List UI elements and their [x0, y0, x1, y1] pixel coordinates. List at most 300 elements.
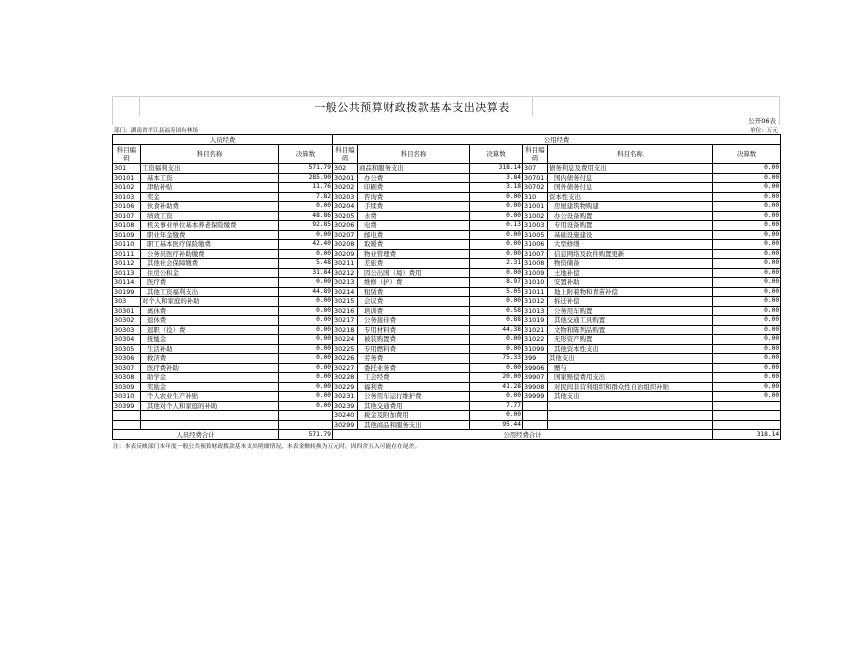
row-code: 30208 — [333, 240, 358, 250]
row-name — [548, 401, 713, 411]
row-code: 30110 — [113, 240, 141, 250]
row-amount: 571.79 — [279, 164, 333, 174]
row-amount: 0.00 — [470, 249, 523, 259]
row-code: 39907 — [523, 373, 548, 383]
row-name: 办公费 — [358, 173, 470, 183]
row-code — [113, 420, 141, 430]
row-amount: 0.00 — [713, 240, 781, 250]
row-code: 30225 — [333, 344, 358, 354]
row-amount: 5.48 — [279, 259, 333, 269]
row-code: 30215 — [333, 297, 358, 307]
table-row — [113, 230, 781, 240]
row-code: 31001 — [523, 202, 548, 212]
row-name: 债务利息及费用支出 — [548, 164, 713, 174]
row-amount: 0.00 — [713, 306, 781, 316]
row-amount — [713, 401, 781, 411]
row-code: 30239 — [333, 401, 358, 411]
row-code: 30309 — [113, 382, 141, 392]
row-code: 30201 — [333, 173, 358, 183]
row-code — [523, 420, 548, 430]
unit-label: 单位：万元 — [750, 128, 778, 134]
row-code: 30303 — [113, 325, 141, 335]
row-amount — [713, 411, 781, 421]
table-row — [113, 259, 781, 269]
row-code: 30112 — [113, 259, 141, 269]
row-name: 医疗费补助 — [141, 363, 279, 373]
table-row — [113, 297, 781, 307]
row-amount: 31.84 — [279, 268, 333, 278]
row-amount: 0.00 — [470, 335, 523, 345]
public-total-amount: 318.14 — [713, 430, 781, 440]
row-name: 其他社会保障缴费 — [141, 259, 279, 269]
row-amount: 7.82 — [279, 192, 333, 202]
row-code: 39908 — [523, 382, 548, 392]
row-name: 会议费 — [358, 297, 470, 307]
row-name: 津贴补贴 — [141, 183, 279, 193]
row-name: 工资福利支出 — [141, 164, 279, 174]
row-code: 30310 — [113, 392, 141, 402]
row-amount: 0.00 — [279, 382, 333, 392]
row-code: 31099 — [523, 344, 548, 354]
col-code: 科目编码 — [333, 145, 358, 164]
row-name: 职业年金缴费 — [141, 230, 279, 240]
row-amount: 3.18 — [470, 183, 523, 193]
row-name — [141, 411, 279, 421]
column-header-row — [113, 145, 781, 164]
row-amount: 7.77 — [470, 401, 523, 411]
public-total-label: 公用经费合计 — [333, 430, 713, 440]
row-amount: 0.00 — [470, 297, 523, 307]
row-name: 赠与 — [548, 363, 713, 373]
row-name — [548, 411, 713, 421]
row-amount: 0.00 — [279, 354, 333, 364]
row-amount: 44.38 — [470, 325, 523, 335]
row-amount: 0.00 — [713, 249, 781, 259]
row-code: 30106 — [113, 202, 141, 212]
row-name: 国内债务付息 — [548, 173, 713, 183]
row-code: 30302 — [113, 316, 141, 326]
row-amount: 3.84 — [470, 173, 523, 183]
row-amount: 0.00 — [279, 249, 333, 259]
col-name: 科目名称 — [548, 145, 713, 164]
expenditure-table — [112, 134, 781, 440]
row-code: 30211 — [333, 259, 358, 269]
row-amount: 0.00 — [470, 411, 523, 421]
row-name: 生活补助 — [141, 344, 279, 354]
row-amount: 0.00 — [279, 297, 333, 307]
row-amount: 44.89 — [279, 287, 333, 297]
row-name: 助学金 — [141, 373, 279, 383]
row-code: 30203 — [333, 192, 358, 202]
row-name: 对民间非营利组织和群众性自治组织补贴 — [548, 382, 713, 392]
row-name: 电费 — [358, 221, 470, 231]
row-amount: 0.00 — [713, 287, 781, 297]
row-code: 310 — [523, 192, 548, 202]
row-amount: 0.00 — [470, 363, 523, 373]
row-name: 维修（护）费 — [358, 278, 470, 288]
table-row — [113, 363, 781, 373]
table-row — [113, 382, 781, 392]
row-code: 30109 — [113, 230, 141, 240]
table-code-line — [112, 116, 780, 125]
row-amount: 92.85 — [279, 221, 333, 231]
table-row — [113, 173, 781, 183]
report-title: 一般公共预算财政拨款基本支出决算表 — [314, 101, 510, 114]
table-row — [113, 316, 781, 326]
row-amount: 0.00 — [279, 363, 333, 373]
row-amount: 0.00 — [713, 211, 781, 221]
table-row — [113, 268, 781, 278]
row-name: 物业管理费 — [358, 249, 470, 259]
row-amount: 41.28 — [470, 382, 523, 392]
row-name: 其他资本性支出 — [548, 344, 713, 354]
row-code: 301 — [113, 164, 141, 174]
row-code: 30308 — [113, 373, 141, 383]
row-amount: 0.00 — [713, 173, 781, 183]
row-amount: 0.00 — [713, 354, 781, 364]
section-header-row — [113, 135, 781, 145]
row-amount: 20.00 — [470, 373, 523, 383]
row-amount: 2.31 — [470, 259, 523, 269]
row-name: 因公出国（境）费用 — [358, 268, 470, 278]
row-code: 303 — [113, 297, 141, 307]
table-row — [113, 392, 781, 402]
row-amount: 5.05 — [470, 287, 523, 297]
row-name: 资本性支出 — [548, 192, 713, 202]
row-name: 住房公积金 — [141, 268, 279, 278]
row-code: 30205 — [333, 211, 358, 221]
row-name: 其他对个人和家庭的补助 — [141, 401, 279, 411]
row-amount: 0.00 — [713, 164, 781, 174]
row-amount: 0.00 — [470, 202, 523, 212]
row-amount: 0.00 — [470, 392, 523, 402]
table-row — [113, 249, 781, 259]
row-code: 30229 — [333, 382, 358, 392]
row-amount: 0.00 — [713, 268, 781, 278]
row-name: 其他商品和服务支出 — [358, 420, 470, 430]
row-code: 399 — [523, 354, 548, 364]
row-name: 对个人和家庭的补助 — [141, 297, 279, 307]
table-row — [113, 344, 781, 354]
row-name: 退职（役）费 — [141, 325, 279, 335]
table-row — [113, 192, 781, 202]
row-code: 302 — [333, 164, 358, 174]
row-amount: 8.97 — [470, 278, 523, 288]
row-name: 救济费 — [141, 354, 279, 364]
row-code: 39906 — [523, 363, 548, 373]
row-name: 水费 — [358, 211, 470, 221]
row-name: 办公设备购置 — [548, 211, 713, 221]
row-amount: 0.00 — [279, 202, 333, 212]
row-name: 专用设备购置 — [548, 221, 713, 231]
row-amount: 0.00 — [279, 401, 333, 411]
row-code: 31006 — [523, 240, 548, 250]
meta-line — [112, 125, 780, 134]
department-label: 部门：湖南省平江县福寿国有林场 — [114, 128, 198, 134]
row-code: 30218 — [333, 325, 358, 335]
row-name: 商品和服务支出 — [358, 164, 470, 174]
table-row — [113, 164, 781, 174]
row-amount: 0.00 — [713, 202, 781, 212]
col-code: 科目编码 — [523, 145, 548, 164]
row-amount: 0.00 — [470, 230, 523, 240]
row-name: 其他支出 — [548, 354, 713, 364]
row-name: 无形资产购置 — [548, 335, 713, 345]
row-name: 安置补助 — [548, 278, 713, 288]
col-amount: 决算数 — [279, 145, 333, 164]
row-code: 30114 — [113, 278, 141, 288]
row-name: 公务接待费 — [358, 316, 470, 326]
row-name: 培训费 — [358, 306, 470, 316]
row-code: 30199 — [113, 287, 141, 297]
row-amount: 0.58 — [470, 306, 523, 316]
row-name: 公务员医疗补助缴费 — [141, 249, 279, 259]
row-name — [548, 420, 713, 430]
row-code: 30216 — [333, 306, 358, 316]
table-row — [113, 325, 781, 335]
row-amount: 0.00 — [279, 344, 333, 354]
section-public: 公用经费 — [333, 135, 781, 145]
row-name: 取暖费 — [358, 240, 470, 250]
row-amount: 48.86 — [279, 211, 333, 221]
row-amount: 0.00 — [470, 211, 523, 221]
row-amount: 0.00 — [713, 297, 781, 307]
table-code: 公开06表 — [748, 117, 776, 125]
row-code: 30111 — [113, 249, 141, 259]
row-name: 土地补偿 — [548, 268, 713, 278]
row-code: 31019 — [523, 316, 548, 326]
row-amount: 42.40 — [279, 240, 333, 250]
row-amount: 0.00 — [279, 306, 333, 316]
row-amount: 0.00 — [713, 335, 781, 345]
row-code: 30209 — [333, 249, 358, 259]
table-row — [113, 373, 781, 383]
row-name: 绩效工资 — [141, 211, 279, 221]
row-name: 大型修缮 — [548, 240, 713, 250]
table-body — [113, 135, 781, 440]
row-name: 个人农业生产补贴 — [141, 392, 279, 402]
row-amount: 0.88 — [470, 316, 523, 326]
row-amount: 0.00 — [279, 316, 333, 326]
row-amount: 11.76 — [279, 183, 333, 193]
row-amount: 0.00 — [713, 316, 781, 326]
row-name: 其他支出 — [548, 392, 713, 402]
row-name: 国外债务付息 — [548, 183, 713, 193]
row-amount: 0.00 — [713, 183, 781, 193]
row-name: 机关事业单位基本养老保险缴费 — [141, 221, 279, 231]
row-code: 31002 — [523, 211, 548, 221]
row-code — [523, 401, 548, 411]
row-name: 税金及附加费用 — [358, 411, 470, 421]
row-amount: 0.00 — [470, 192, 523, 202]
col-name: 科目名称 — [358, 145, 470, 164]
row-amount: 75.33 — [470, 354, 523, 364]
row-amount — [279, 420, 333, 430]
row-name: 基本工资 — [141, 173, 279, 183]
row-amount: 95.44 — [470, 420, 523, 430]
table-row — [113, 240, 781, 250]
row-code: 31012 — [523, 297, 548, 307]
row-code: 30231 — [333, 392, 358, 402]
row-name: 差旅费 — [358, 259, 470, 269]
row-code — [113, 411, 141, 421]
table-row — [113, 335, 781, 345]
row-name: 其他交通工具购置 — [548, 316, 713, 326]
col-amount: 决算数 — [470, 145, 523, 164]
row-code: 31022 — [523, 335, 548, 345]
row-code: 30224 — [333, 335, 358, 345]
row-code: 30399 — [113, 401, 141, 411]
row-name: 专用燃料费 — [358, 344, 470, 354]
row-code: 31007 — [523, 249, 548, 259]
row-code: 30101 — [113, 173, 141, 183]
row-code — [523, 411, 548, 421]
table-row — [113, 278, 781, 288]
row-name: 工会经费 — [358, 373, 470, 383]
row-code: 30204 — [333, 202, 358, 212]
row-code: 30108 — [113, 221, 141, 231]
row-name: 抚恤金 — [141, 335, 279, 345]
row-name: 信息网络及软件购置更新 — [548, 249, 713, 259]
row-name: 委托业务费 — [358, 363, 470, 373]
col-name: 科目名称 — [141, 145, 279, 164]
row-code: 307 — [523, 164, 548, 174]
row-amount: 0.00 — [713, 278, 781, 288]
row-name: 劳务费 — [358, 354, 470, 364]
row-name: 医疗费 — [141, 278, 279, 288]
row-code: 31005 — [523, 230, 548, 240]
totals-row — [113, 430, 781, 440]
table-row — [113, 211, 781, 221]
row-name: 奖励金 — [141, 382, 279, 392]
row-code: 31008 — [523, 259, 548, 269]
row-amount: 0.00 — [279, 278, 333, 288]
row-name: 拆迁补偿 — [548, 297, 713, 307]
table-row — [113, 420, 781, 430]
row-name — [141, 420, 279, 430]
row-name: 退休费 — [141, 316, 279, 326]
row-code: 30207 — [333, 230, 358, 240]
row-code: 30227 — [333, 363, 358, 373]
row-amount — [713, 420, 781, 430]
row-code: 30307 — [113, 363, 141, 373]
row-amount: 0.00 — [713, 192, 781, 202]
row-name: 邮电费 — [358, 230, 470, 240]
personnel-total-label: 人员经费合计 — [113, 430, 279, 440]
row-code: 30301 — [113, 306, 141, 316]
row-code: 30702 — [523, 183, 548, 193]
row-amount: 0.00 — [279, 335, 333, 345]
row-amount: 285.90 — [279, 173, 333, 183]
row-code: 31011 — [523, 287, 548, 297]
row-name: 其他交通费用 — [358, 401, 470, 411]
row-name: 其他工资福利支出 — [141, 287, 279, 297]
table-row — [113, 354, 781, 364]
row-amount: 0.00 — [470, 344, 523, 354]
row-code: 30701 — [523, 173, 548, 183]
row-name: 房屋建筑物购建 — [548, 202, 713, 212]
section-personnel: 人员经费 — [113, 135, 333, 145]
row-amount: 0.00 — [279, 325, 333, 335]
row-code: 31003 — [523, 221, 548, 231]
row-code: 30206 — [333, 221, 358, 231]
row-code: 30102 — [113, 183, 141, 193]
row-name: 文物和陈列品购置 — [548, 325, 713, 335]
row-amount: 0.00 — [713, 230, 781, 240]
row-name: 福利费 — [358, 382, 470, 392]
row-name: 地上附着物和青苗补偿 — [548, 287, 713, 297]
row-amount: 0.00 — [470, 240, 523, 250]
table-row — [113, 306, 781, 316]
row-code: 30202 — [333, 183, 358, 193]
row-amount: 0.00 — [279, 373, 333, 383]
row-name: 租赁费 — [358, 287, 470, 297]
row-amount: 0.00 — [713, 259, 781, 269]
table-row — [113, 401, 781, 411]
row-name: 离休费 — [141, 306, 279, 316]
row-name: 公务用车购置 — [548, 306, 713, 316]
row-name: 物资储备 — [548, 259, 713, 269]
row-name: 基础设施建设 — [548, 230, 713, 240]
row-code: 30304 — [113, 335, 141, 345]
row-code: 30217 — [333, 316, 358, 326]
row-code: 30240 — [333, 411, 358, 421]
row-code: 30226 — [333, 354, 358, 364]
row-amount — [279, 411, 333, 421]
row-code: 30228 — [333, 373, 358, 383]
row-code: 30214 — [333, 287, 358, 297]
row-amount: 0.00 — [713, 373, 781, 383]
row-amount: 0.00 — [713, 344, 781, 354]
row-code: 30103 — [113, 192, 141, 202]
row-amount: 0.13 — [470, 221, 523, 231]
row-name: 伙食补助费 — [141, 202, 279, 212]
row-amount: 0.00 — [713, 392, 781, 402]
table-row — [113, 287, 781, 297]
row-amount: 0.00 — [713, 382, 781, 392]
row-amount: 0.00 — [470, 268, 523, 278]
row-amount: 0.00 — [279, 230, 333, 240]
row-name: 职工基本医疗保险缴费 — [141, 240, 279, 250]
row-code: 30213 — [333, 278, 358, 288]
row-code: 39999 — [523, 392, 548, 402]
row-code: 31010 — [523, 278, 548, 288]
row-name: 奖金 — [141, 192, 279, 202]
row-code: 31009 — [523, 268, 548, 278]
row-name: 公务用车运行维护费 — [358, 392, 470, 402]
row-amount: 318.14 — [470, 164, 523, 174]
footnote: 注：本表反映部门本年度一般公共预算财政拨款基本支出明细情况。本表金额转换为万元时，因四舍五入可能存在尾差。 — [113, 444, 421, 450]
col-amount: 决算数 — [713, 145, 781, 164]
report-sheet — [112, 96, 780, 450]
table-row — [113, 202, 781, 212]
row-code: 30299 — [333, 420, 358, 430]
title-row — [112, 96, 780, 116]
table-row — [113, 221, 781, 231]
row-code: 31021 — [523, 325, 548, 335]
row-code: 30306 — [113, 354, 141, 364]
row-code: 30305 — [113, 344, 141, 354]
row-name: 专用材料费 — [358, 325, 470, 335]
row-name: 印刷费 — [358, 183, 470, 193]
row-code: 30107 — [113, 211, 141, 221]
row-amount: 0.00 — [713, 325, 781, 335]
row-name: 咨询费 — [358, 192, 470, 202]
table-row — [113, 183, 781, 193]
personnel-total-amount: 571.79 — [279, 430, 333, 440]
row-amount: 0.00 — [713, 221, 781, 231]
row-amount: 0.00 — [713, 363, 781, 373]
